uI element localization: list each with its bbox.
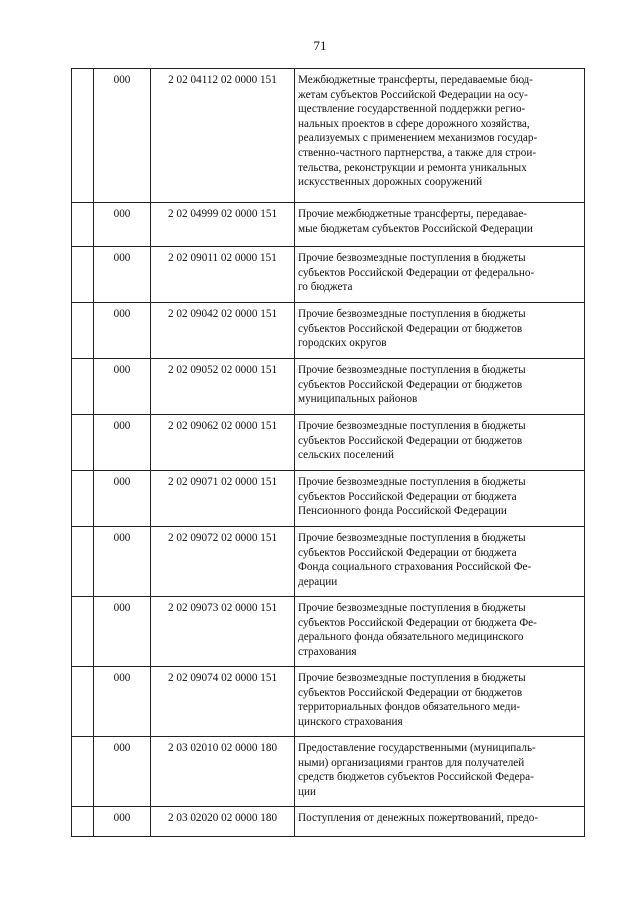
page-number: 71 — [313, 38, 327, 53]
blank-cell — [72, 807, 94, 837]
income-code-cell: 2 02 09072 02 0000 151 — [151, 527, 295, 597]
blank-cell — [72, 737, 94, 807]
table-row — [72, 667, 585, 737]
description-line: Прочие безвозмездные поступления в бюджеты — [298, 308, 526, 320]
income-code-cell: 2 02 09042 02 0000 151 — [151, 303, 295, 359]
income-code-cell: 2 02 09011 02 0000 151 — [151, 247, 295, 303]
administrator-code-cell: 000 — [94, 471, 151, 527]
administrator-code-cell: 000 — [94, 247, 151, 303]
table-row — [72, 471, 585, 527]
blank-cell — [72, 303, 94, 359]
income-code-cell: 2 02 09062 02 0000 151 — [151, 415, 295, 471]
income-description-cell — [295, 471, 585, 527]
income-code-cell: 2 03 02020 02 0000 180 — [151, 807, 295, 837]
table-body — [72, 69, 585, 837]
income-code-cell: 2 02 09052 02 0000 151 — [151, 359, 295, 415]
table-row — [72, 415, 585, 471]
administrator-code-cell: 000 — [94, 807, 151, 837]
table-row — [72, 597, 585, 667]
table-row — [72, 69, 585, 203]
income-code-cell: 2 02 04112 02 0000 151 — [151, 69, 295, 203]
income-description-cell — [295, 203, 585, 247]
description-line: Прочие безвозмездные поступления в бюджеты — [298, 420, 526, 432]
description-line: субъектов Российской Федерации от бюджета — [298, 546, 517, 559]
administrator-code-cell: 000 — [94, 69, 151, 203]
table-row — [72, 737, 585, 807]
table-row — [72, 807, 585, 837]
description-line: субъектов Российской Федерации от бюджета — [298, 490, 517, 503]
description-line: Прочие межбюджетные трансферты, передавае- — [298, 208, 528, 220]
income-description-cell — [295, 737, 585, 807]
description-line: субъектов Российской Федерации от бюджета Фе- — [298, 616, 537, 629]
description-line: средств бюджетов субъектов Российской Федера- — [298, 771, 534, 784]
description-line: жетам субъектов Российской Федерации на осу- — [298, 88, 528, 101]
description-line: мые бюджетам субъектов Российской Федерации — [298, 222, 533, 235]
description-line: дерации — [298, 575, 338, 588]
description-line: субъектов Российской Федерации от бюджетов — [298, 322, 523, 335]
description-line: Межбюджетные трансферты, передаваемые бюд- — [298, 74, 533, 86]
administrator-code-cell: 000 — [94, 667, 151, 737]
table-row — [72, 247, 585, 303]
description-line: Поступления от денежных пожертвований, предо- — [298, 812, 539, 824]
table-row — [72, 303, 585, 359]
blank-cell — [72, 667, 94, 737]
description-line: субъектов Российской Федерации от бюджетов — [298, 378, 523, 391]
description-line: субъектов Российской Федерации от федерально- — [298, 266, 535, 279]
description-line: искусственных дорожных сооружений — [298, 176, 483, 189]
description-line: территориальных фондов обязательного меди- — [298, 701, 521, 714]
description-line: городских округов — [298, 337, 387, 350]
income-description-cell — [295, 597, 585, 667]
income-description-cell — [295, 303, 585, 359]
income-description-cell — [295, 415, 585, 471]
description-line: Прочие безвозмездные поступления в бюджеты — [298, 672, 526, 684]
income-description-cell — [295, 247, 585, 303]
income-code-cell: 2 02 04999 02 0000 151 — [151, 203, 295, 247]
description-line: ственно-частного партнерства, а также для строи- — [298, 146, 537, 159]
description-line: реализуемых с применением механизмов государ- — [298, 132, 538, 145]
administrator-code-cell: 000 — [94, 203, 151, 247]
income-description-cell — [295, 359, 585, 415]
income-code-cell: 2 02 09073 02 0000 151 — [151, 597, 295, 667]
blank-cell — [72, 203, 94, 247]
administrator-code-cell: 000 — [94, 737, 151, 807]
description-line: сельских поселений — [298, 449, 394, 462]
description-line: субъектов Российской Федерации от бюджетов — [298, 434, 523, 447]
description-line: ществление государственной поддержки регио- — [298, 103, 526, 116]
income-description-cell — [295, 667, 585, 737]
description-line: тельства, реконструкции и ремонта уникальных — [298, 161, 527, 174]
blank-cell — [72, 471, 94, 527]
income-description-cell — [295, 807, 585, 837]
description-line: ными) организациями грантов для получателей — [298, 756, 525, 769]
administrator-code-cell: 000 — [94, 415, 151, 471]
income-code-cell: 2 02 09071 02 0000 151 — [151, 471, 295, 527]
administrator-code-cell: 000 — [94, 303, 151, 359]
description-line: Фонда социального страхования Российской Фе- — [298, 561, 532, 574]
administrator-code-cell: 000 — [94, 527, 151, 597]
description-line: Предоставление государственными (муниципаль- — [298, 742, 536, 754]
description-line: го бюджета — [298, 281, 353, 294]
description-line: Прочие безвозмездные поступления в бюджеты — [298, 252, 526, 264]
income-description-cell — [295, 527, 585, 597]
income-description-cell — [295, 69, 585, 203]
description-line: дерального фонда обязательного медицинского — [298, 631, 524, 644]
administrator-code-cell: 000 — [94, 597, 151, 667]
description-line: страхования — [298, 645, 357, 658]
blank-cell — [72, 69, 94, 203]
blank-cell — [72, 247, 94, 303]
description-line: нальных проектов в сфере дорожного хозяйства, — [298, 117, 530, 130]
description-line: Пенсионного фонда Российской Федерации — [298, 505, 507, 518]
description-line: Прочие безвозмездные поступления в бюджеты — [298, 602, 526, 614]
description-line: субъектов Российской Федерации от бюджетов — [298, 686, 523, 699]
blank-cell — [72, 415, 94, 471]
description-line: Прочие безвозмездные поступления в бюджеты — [298, 532, 526, 544]
table-row — [72, 527, 585, 597]
description-line: Прочие безвозмездные поступления в бюджеты — [298, 364, 526, 376]
income-code-cell: 2 02 09074 02 0000 151 — [151, 667, 295, 737]
blank-cell — [72, 359, 94, 415]
budget-classification-table — [71, 68, 585, 837]
table-row — [72, 203, 585, 247]
description-line: Прочие безвозмездные поступления в бюджеты — [298, 476, 526, 488]
description-line: цинского страхования — [298, 715, 403, 728]
blank-cell — [72, 597, 94, 667]
blank-cell — [72, 527, 94, 597]
description-line: муниципальных районов — [298, 393, 418, 406]
table-row — [72, 359, 585, 415]
income-code-cell: 2 03 02010 02 0000 180 — [151, 737, 295, 807]
administrator-code-cell: 000 — [94, 359, 151, 415]
description-line: ции — [298, 785, 316, 798]
